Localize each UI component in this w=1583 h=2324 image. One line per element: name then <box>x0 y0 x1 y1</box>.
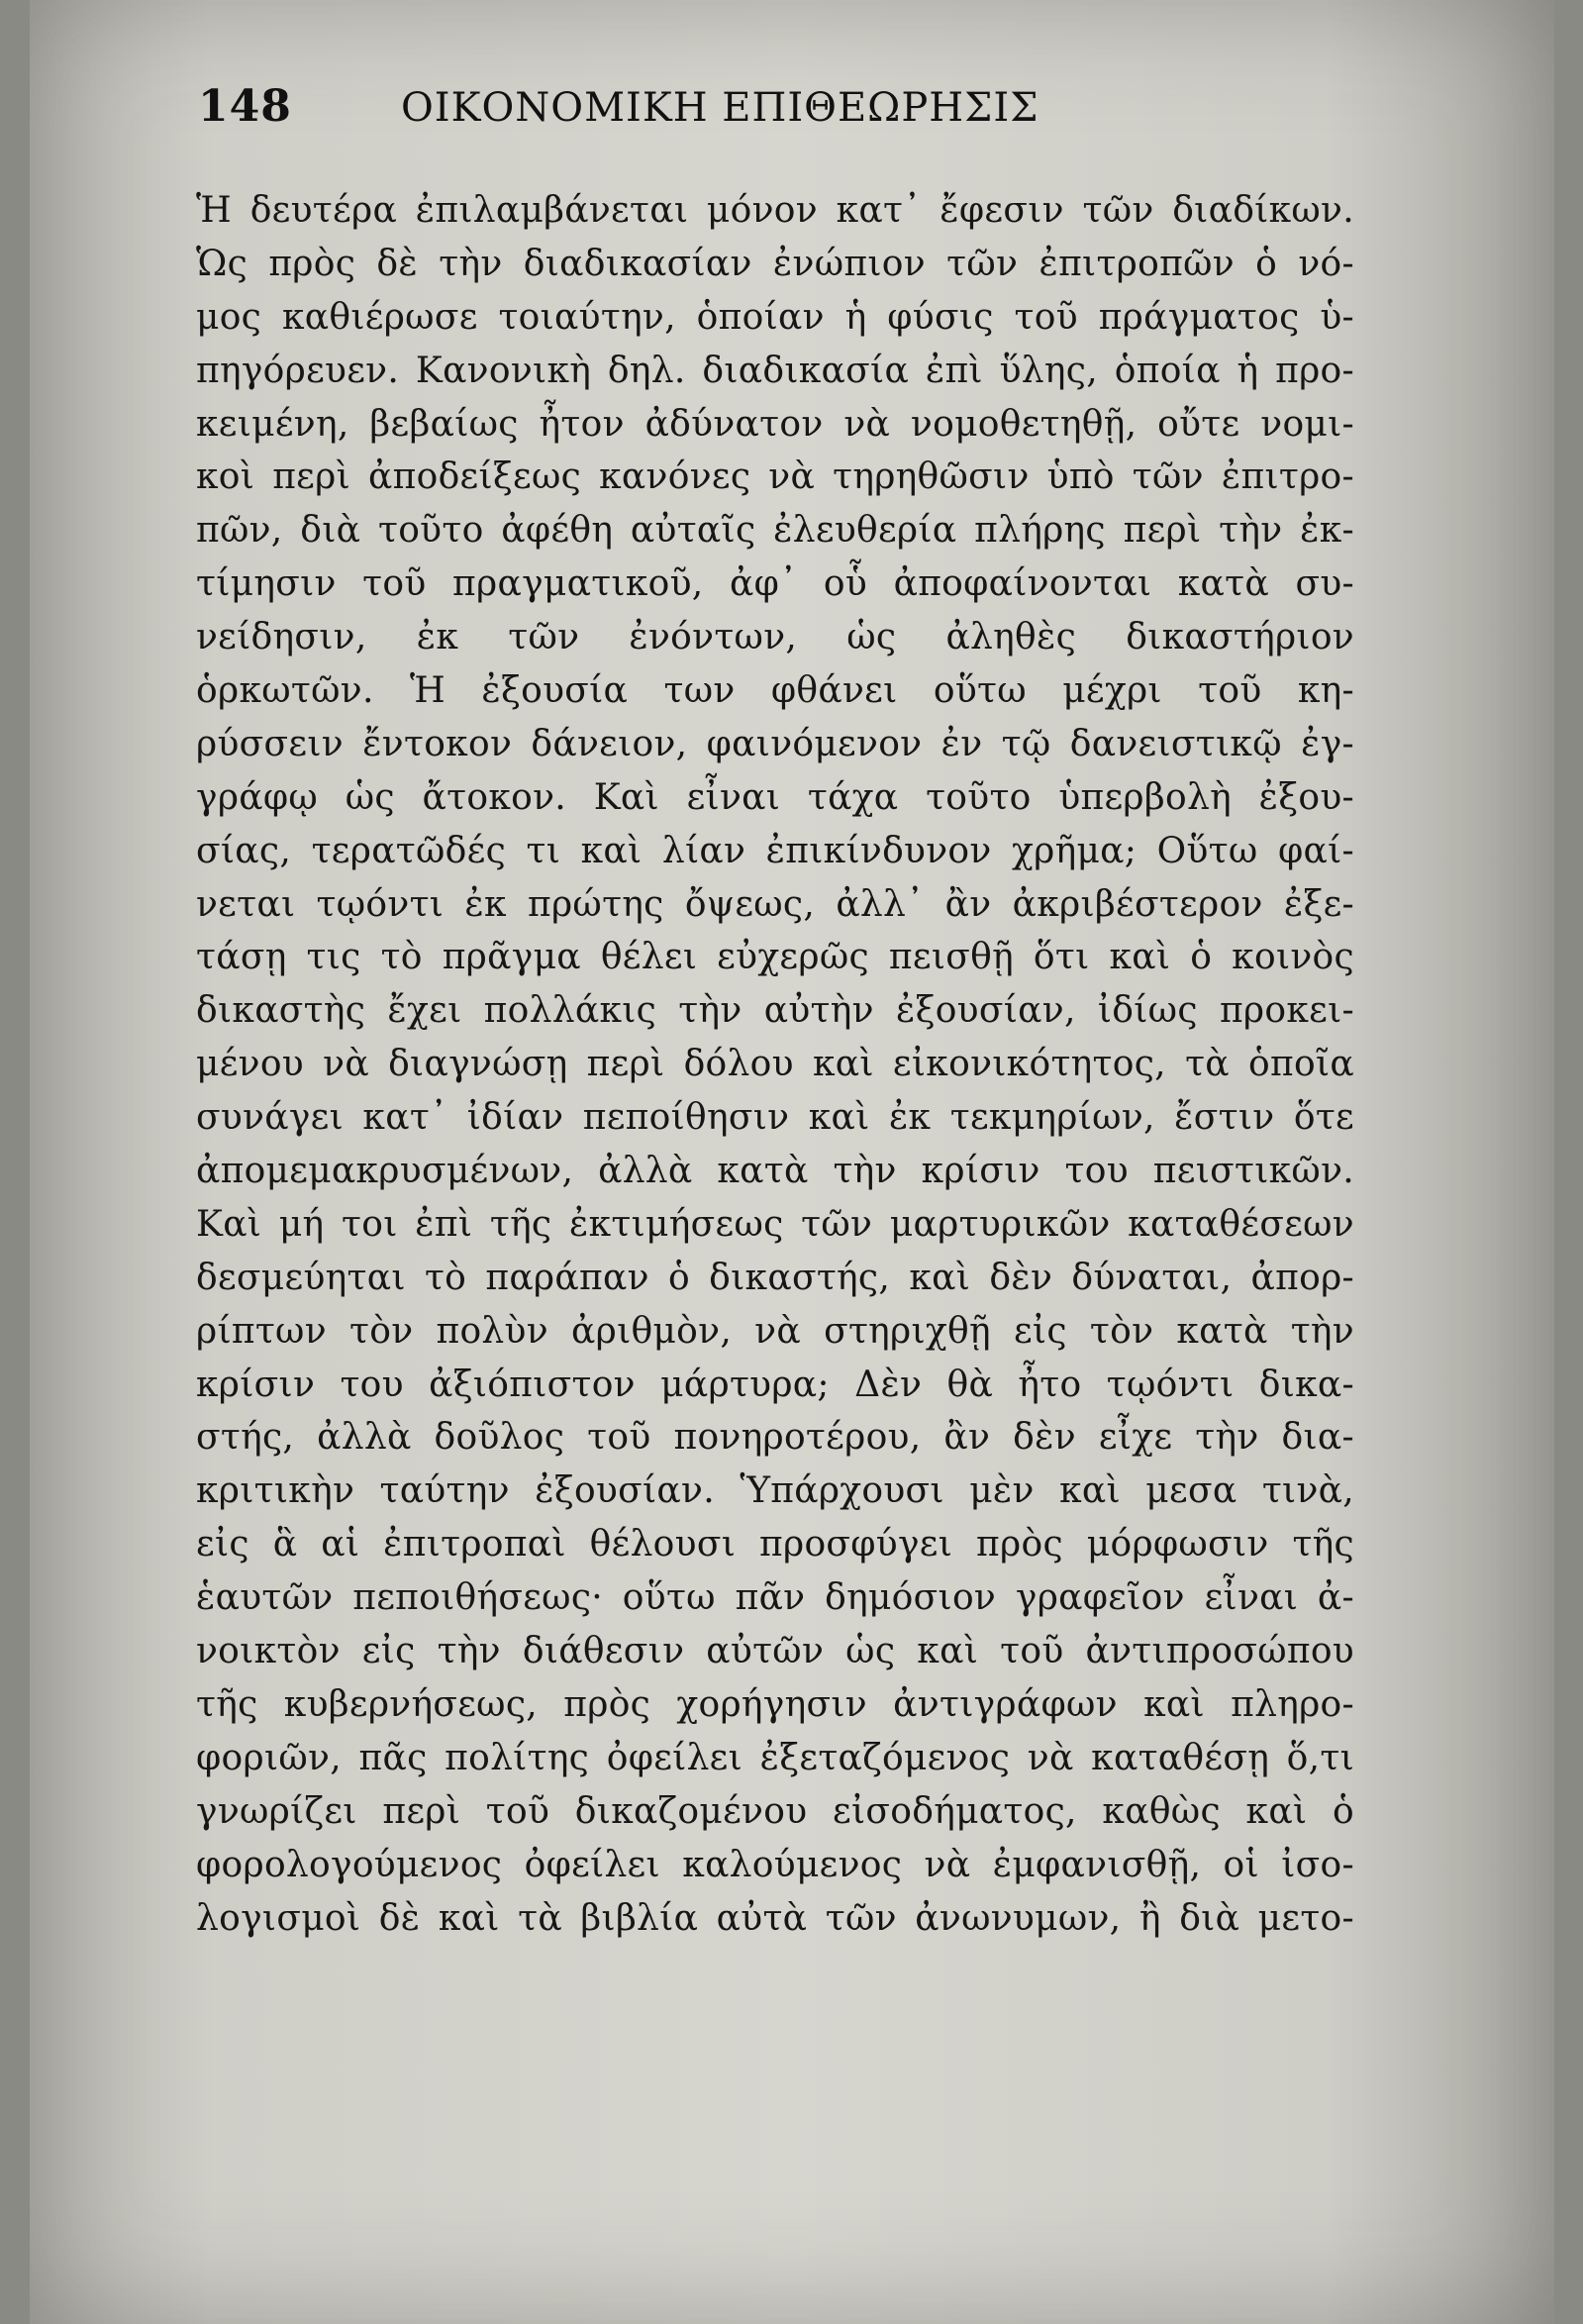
text-line: λογισμοὶ δὲ καὶ τὰ βιβλία αὐτὰ τῶν ἀνωνυμων, ἢ διὰ μετο- <box>196 1897 1354 1939</box>
text-line: εἰς ἃ αἱ ἐπιτροπαὶ θέλουσι προσφύγει πρὸς μόρφωσιν τῆς <box>196 1524 1354 1566</box>
text-line: κρίσιν του ἀξιόπιστον μάρτυρα; Δὲν θὰ ἦτο τῳόντι δικα- <box>196 1364 1354 1405</box>
text-line: κριτικὴν ταύτην ἐξουσίαν. Ὑπάρχουσι μὲν καὶ μεσα τινὰ, <box>196 1470 1354 1512</box>
text-line: δεσμεύηται τὸ παράπαν ὁ δικαστής, καὶ δὲν δύναται, ἀπορ- <box>196 1257 1354 1298</box>
text-line: πῶν, διὰ τοῦτο ἀφέθη αὐταῖς ἐλευθερία πλήρης περὶ τὴν ἐκ- <box>196 510 1354 552</box>
text-line: πηγόρευεν. Κανονικὴ δηλ. διαδικασία ἐπὶ ὕλης, ὁποία ἡ προ- <box>196 350 1354 391</box>
running-title: ΟΙΚΟΝΟΜΙΚΗ ΕΠΙΘΕΩΡΗΣΙΣ <box>401 85 1039 131</box>
text-line: στής, ἀλλὰ δοῦλος τοῦ πονηροτέρου, ἂν δὲν εἶχε τὴν δια- <box>196 1417 1354 1459</box>
text-line: νεται τῳόντι ἐκ πρώτης ὄψεως, ἀλλ᾽ ἂν ἀκριβέστερον ἐξε- <box>196 883 1354 925</box>
text-line: ἀπομεμακρυσμένων, ἀλλὰ κατὰ τὴν κρίσιν του πειστικῶν. <box>196 1151 1354 1192</box>
text-line: νοικτὸν εἰς τὴν διάθεσιν αὐτῶν ὡς καὶ τοῦ ἀντιπροσώπου <box>196 1631 1354 1672</box>
book-page <box>30 0 1554 2324</box>
text-line: ρύσσειν ἔντοκον δάνειον, φαινόμενον ἐν τῷ δανειστικῷ ἐγ- <box>196 723 1354 764</box>
text-line: ὁρκωτῶν. Ἡ ἐξουσία των φθάνει οὕτω μέχρι τοῦ κη- <box>196 670 1354 712</box>
text-line: σίας, τερατῶδές τι καὶ λίαν ἐπικίνδυνον χρῆμα; Οὕτω φαί- <box>196 830 1354 871</box>
text-line: Ὡς πρὸς δὲ τὴν διαδικασίαν ἐνώπιον τῶν ἐπιτροπῶν ὁ νό- <box>196 243 1354 284</box>
page-header <box>198 81 1138 151</box>
text-line: τάσῃ τις τὸ πρᾶγμα θέλει εὐχερῶς πεισθῇ ὅτι καὶ ὁ κοινὸς <box>196 937 1354 978</box>
text-line: φορολογούμενος ὀφείλει καλούμενος νὰ ἐμφανισθῇ, οἱ ἰσο- <box>196 1844 1354 1885</box>
text-line: τῆς κυβερνήσεως, πρὸς χορήγησιν ἀντιγράφων καὶ πληρο- <box>196 1683 1354 1725</box>
text-line: φοριῶν, πᾶς πολίτης ὀφείλει ἐξεταζόμενος νὰ καταθέσῃ ὅ,τι <box>196 1737 1354 1778</box>
text-line: γράφῳ ὡς ἄτοκον. Καὶ εἶναι τάχα τοῦτο ὑπερβολὴ ἐξου- <box>196 776 1354 818</box>
text-line: κειμένη, βεβαίως ἦτον ἀδύνατον νὰ νομοθετηθῇ, οὔτε νομι- <box>196 403 1354 445</box>
text-line: μος καθιέρωσε τοιαύτην, ὁποίαν ἡ φύσις τοῦ πράγματος ὑ- <box>196 296 1354 338</box>
text-line: Ἡ δευτέρα ἐπιλαμβάνεται μόνον κατ᾽ ἔφεσιν τῶν διαδίκων. <box>196 190 1354 231</box>
text-line: γνωρίζει περὶ τοῦ δικαζομένου εἰσοδήματος, καθὼς καὶ ὁ <box>196 1790 1354 1832</box>
text-line: νείδησιν, ἐκ τῶν ἐνόντων, ὡς ἀληθὲς δικαστήριον <box>196 617 1354 658</box>
text-line: κοὶ περὶ ἀποδείξεως κανόνες νὰ τηρηθῶσιν ὑπὸ τῶν ἐπιτρο- <box>196 456 1354 498</box>
text-line: δικαστὴς ἔχει πολλάκις τὴν αὐτὴν ἐξουσίαν, ἰδίως προκει- <box>196 990 1354 1032</box>
text-line: ρίπτων τὸν πολὺν ἀριθμὸν, νὰ στηριχθῇ εἰς τὸν κατὰ τὴν <box>196 1310 1354 1352</box>
page-number: 148 <box>198 81 292 132</box>
text-line: ἑαυτῶν πεποιθήσεως· οὕτω πᾶν δημόσιον γραφεῖον εἶναι ἀ- <box>196 1577 1354 1619</box>
text-line: μένου νὰ διαγνώσῃ περὶ δόλου καὶ εἰκονικότητος, τὰ ὁποῖα <box>196 1044 1354 1085</box>
text-line: συνάγει κατ᾽ ἰδίαν πεποίθησιν καὶ ἐκ τεκμηρίων, ἔστιν ὅτε <box>196 1097 1354 1139</box>
text-line: Καὶ μή τοι ἐπὶ τῆς ἐκτιμήσεως τῶν μαρτυρικῶν καταθέσεων <box>196 1203 1354 1245</box>
text-line: τίμησιν τοῦ πραγματικοῦ, ἀφ᾽ οὗ ἀποφαίνονται κατὰ συ- <box>196 563 1354 605</box>
body-text <box>196 184 1354 1945</box>
